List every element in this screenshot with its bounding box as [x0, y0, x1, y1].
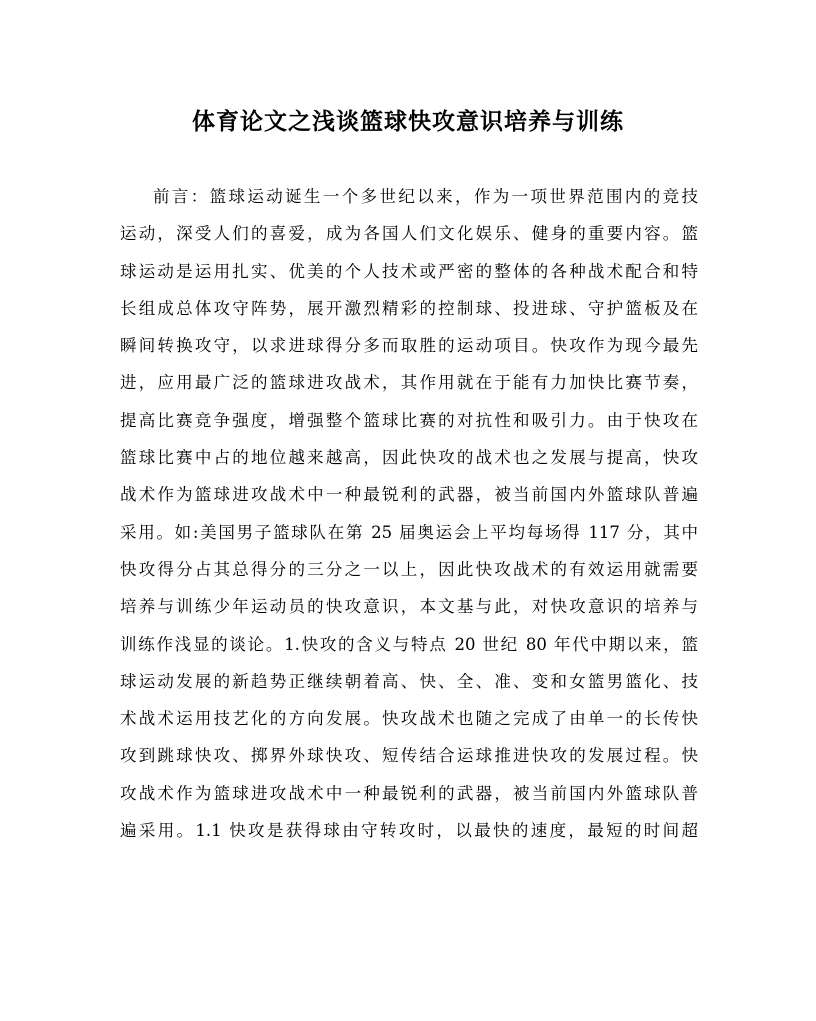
- body-line: 进，应用最广泛的篮球进攻战术，其作用就在于能有力加快比赛节奏，: [120, 373, 698, 393]
- body-line: 长组成总体攻守阵势，展开激烈精彩的控制球、投进球、守护篮板及在: [120, 298, 698, 318]
- body-line: 篮球比赛中占的地位越来越高，因此快攻的战术也之发展与提高，快攻: [120, 448, 698, 468]
- body-line: 球运动是运用扎实、优美的个人技术或严密的整体的各种战术配合和特: [120, 261, 698, 281]
- body-line: 采用。如:美国男子篮球队在第 25 届奥运会上平均每场得 117 分，其中: [120, 522, 698, 542]
- body-line: 攻到跳球快攻、掷界外球快攻、短传结合运球推进快攻的发展过程。快: [120, 746, 698, 766]
- body-line: 遍采用。1.1 快攻是获得球由守转攻时，以最快的速度，最短的时间超: [120, 821, 698, 841]
- body-line: 快攻得分占其总得分的三分之一以上，因此快攻战术的有效运用就需要: [120, 559, 698, 579]
- body-line: 运动，深受人们的喜爱，成为各国人们文化娱乐、健身的重要内容。篮: [120, 224, 698, 244]
- document-title: 体育论文之浅谈篮球快攻意识培养与训练: [192, 108, 624, 135]
- body-line: 瞬间转换攻守，以求进球得分多而取胜的运动项目。快攻作为现今最先: [120, 336, 698, 356]
- body-line: 术战术运用技艺化的方向发展。快攻战术也随之完成了由单一的长传快: [120, 709, 698, 729]
- body-line: 提高比赛竞争强度，增强整个篮球比赛的对抗性和吸引力。由于快攻在: [120, 410, 698, 430]
- body-line: 培养与训练少年运动员的快攻意识，本文基与此，对快攻意识的培养与: [120, 597, 698, 617]
- body-line: 前言：篮球运动诞生一个多世纪以来，作为一项世界范围内的竞技: [153, 187, 698, 206]
- body-line: 攻战术作为篮球进攻战术中一种最锐利的武器，被当前国内外篮球队普: [120, 783, 698, 803]
- body-line: 战术作为篮球进攻战术中一种最锐利的武器，被当前国内外篮球队普遍: [120, 485, 698, 505]
- document-body: [120, 178, 698, 849]
- body-line: 球运动发展的新趋势正继续朝着高、快、全、准、变和女篮男篮化、技: [120, 671, 698, 691]
- body-line: 训练作浅显的谈论。1.快攻的含义与特点 20 世纪 80 年代中期以来，篮: [120, 634, 698, 654]
